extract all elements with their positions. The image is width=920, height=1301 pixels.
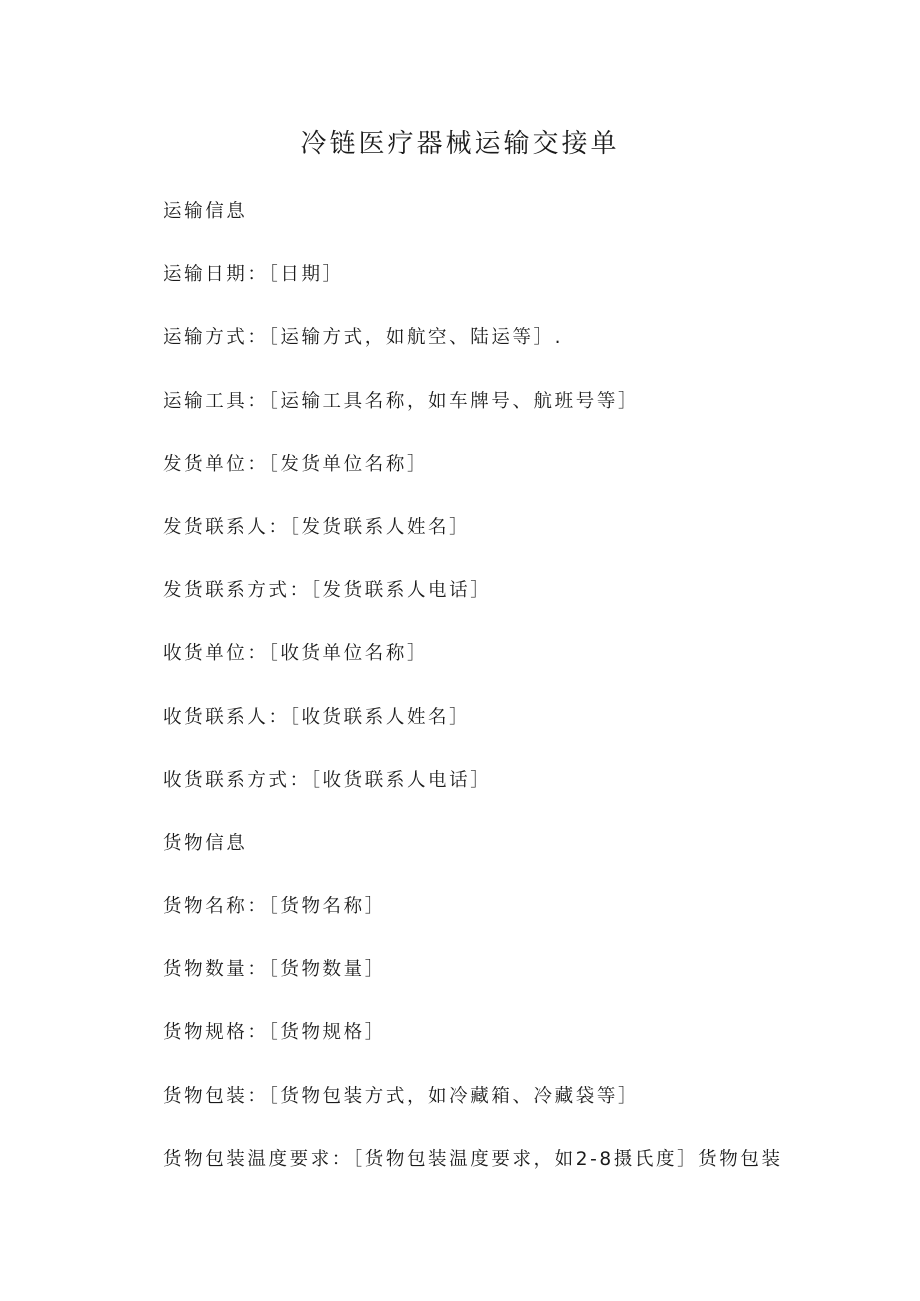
field-shipper-contact: 发货联系人：［发货联系人姓名］ [163,516,471,538]
document-body [163,196,883,1207]
field-goods-packaging: 货物包装：［货物包装方式，如冷藏箱、冷藏袋等］ [163,1085,640,1107]
field-goods-spec: 货物规格：［货物规格］ [163,1022,386,1044]
field-transport-date: 运输日期：［日期］ [163,264,344,286]
section-heading-transport: 运输信息 [163,201,248,222]
field-receiver-phone: 收货联系方式：［收货联系人电话］ [163,769,492,791]
field-transport-method: 运输方式：［运输方式，如航空、陆运等］. [163,327,564,349]
field-receiver-unit: 收货单位：［收货单位名称］ [163,643,429,665]
document-title: 冷链医疗器械运输交接单 [300,129,620,159]
field-shipper-unit: 发货单位：［发货单位名称］ [163,453,429,475]
field-goods-packaging-temperature: 货物包装温度要求：［货物包装温度要求，如2-8摄氏度］货物包装 [163,1148,783,1170]
field-receiver-contact: 收货联系人：［收货联系人姓名］ [163,706,471,728]
field-transport-vehicle: 运输工具：［运输工具名称，如车牌号、航班号等］ [163,390,640,412]
section-heading-goods: 货物信息 [163,832,248,854]
field-shipper-phone: 发货联系方式：［发货联系人电话］ [163,580,492,602]
field-goods-name: 货物名称：［货物名称］ [163,896,386,918]
field-goods-quantity: 货物数量：［货物数量］ [163,959,386,981]
